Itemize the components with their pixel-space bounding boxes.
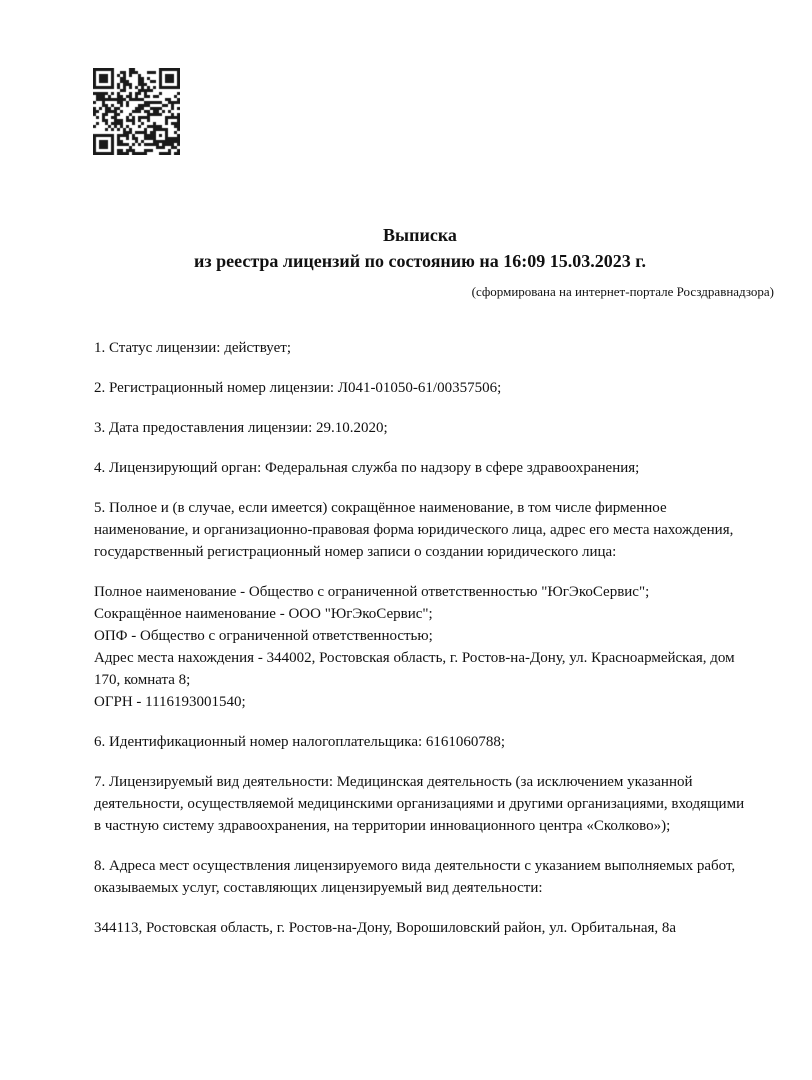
license-extract-page xyxy=(94,0,774,939)
org-full-name: Полное наименование - Общество с ограниченной ответственностью "ЮгЭкоСервис"; xyxy=(94,584,650,600)
item-7-activity: 7. Лицензируемый вид деятельности: Медицинская деятельность (за исключением указанной деятельности, осуществляемой медицинскими организациями и другими организациями, входящими в частную систему здравоохранения, на территории инновационного центра «Сколково»); xyxy=(94,774,745,834)
org-opf: ОПФ - Общество с ограниченной ответственностью; xyxy=(94,628,433,644)
org-ogrn: ОГРН - 1116193001540; xyxy=(94,694,246,710)
item-6-inn: 6. Идентификационный номер налогоплательщика: 6161060788; xyxy=(94,734,506,750)
work-address: 344113, Ростовская область, г. Ростов-на-Дону, Ворошиловский район, ул. Орбитальная, 8а xyxy=(94,920,677,936)
item-5-org-intro: 5. Полное и (в случае, если имеется) сокращённое наименование, в том числе фирменное наименование, и организационно-правовая форма юридического лица, адрес его места нахождения, государственный регистрационный номер записи о создании юридического лица: xyxy=(94,500,734,560)
item-2-reg-number: 2. Регистрационный номер лицензии: Л041-01050-61/00357506; xyxy=(94,380,502,396)
org-address: Адрес места нахождения - 344002, Ростовская область, г. Ростов-на-Дону, ул. Красноармейская, дом 170, комната 8; xyxy=(94,650,735,688)
org-details-block xyxy=(94,581,746,713)
document-body xyxy=(94,337,746,939)
org-short-name: Сокращённое наименование - ООО "ЮгЭкоСервис"; xyxy=(94,606,433,622)
document-title xyxy=(94,222,746,274)
item-3-grant-date: 3. Дата предоставления лицензии: 29.10.2020; xyxy=(94,420,388,436)
title-line-2: из реестра лицензий по состоянию на 16:09 15.03.2023 г. xyxy=(194,251,646,271)
title-line-1: Выписка xyxy=(383,225,457,245)
generated-note: (сформирована на интернет-портале Росздравнадзора) xyxy=(471,284,774,299)
item-8-addresses-intro: 8. Адреса мест осуществления лицензируемого вида деятельности с указанием выполняемых работ, оказываемых услуг, составляющих лицензируемый вид деятельности: xyxy=(94,858,736,896)
item-1-status: 1. Статус лицензии: действует; xyxy=(94,340,291,356)
item-4-authority: 4. Лицензирующий орган: Федеральная служба по надзору в сфере здравоохранения; xyxy=(94,460,640,476)
